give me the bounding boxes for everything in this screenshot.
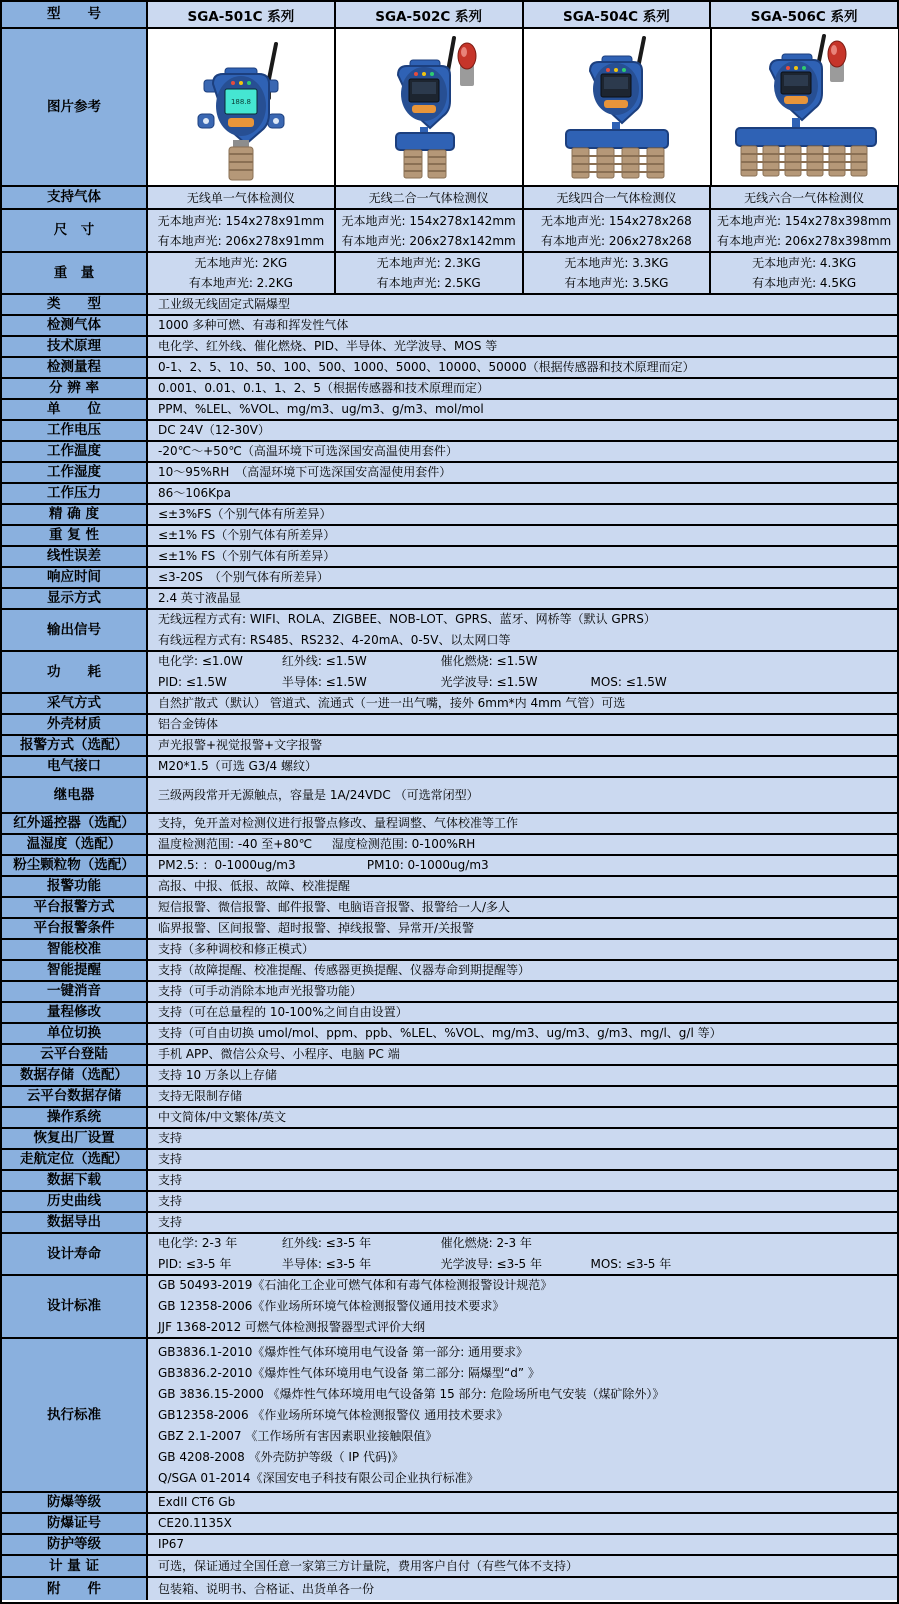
spec-row-data-storage xyxy=(2,1066,897,1087)
weight-with-alarm: 有本地声光: 4.5KG xyxy=(752,276,857,290)
spec-row-power-consumption xyxy=(2,652,897,694)
spec-row-technology xyxy=(2,337,897,358)
spec-row-pressure xyxy=(2,484,897,505)
spec-label: 红外遥控器（选配） xyxy=(2,814,148,833)
spec-label: 防爆等级 xyxy=(2,1493,148,1512)
spec-label: 附 件 xyxy=(2,1578,148,1600)
spec-value-line: Q/SGA 01-2014《深国安电子科技有限公司企业执行标准》 xyxy=(158,1470,479,1485)
spec-row-explosion-proof-grade xyxy=(2,1493,897,1514)
spec-label: 重 复 性 xyxy=(2,526,148,545)
spec-seg: 催化燃烧: ≤1.5W xyxy=(440,654,538,668)
spec-row-repeatability xyxy=(2,526,897,547)
spec-value: DC 24V（12-30V） xyxy=(158,423,270,437)
spec-row-history-curve xyxy=(2,1192,897,1213)
model-header-sga506c: SGA-506C 系列 xyxy=(711,2,897,27)
spec-seg: 半导体: ≤3-5 年 xyxy=(281,1257,372,1271)
spec-value-line: GB 50493-2019《石油化工企业可燃气体和有毒气体检测报警设计规范》 xyxy=(158,1278,553,1292)
spec-row-accessories xyxy=(2,1578,897,1600)
spec-value: 高报、中报、低报、故障、校准提醒 xyxy=(158,879,351,893)
spec-row-range xyxy=(2,358,897,379)
spec-value: ≤3-20S （个别气体有所差异） xyxy=(158,570,329,584)
spec-seg: 光学波导: ≤1.5W xyxy=(440,675,538,689)
spec-label: 防护等级 xyxy=(2,1535,148,1554)
size-row xyxy=(2,210,897,253)
spec-label: 数据导出 xyxy=(2,1213,148,1232)
spec-value: 0.001、0.01、0.1、1、2、5（根据传感器和技术原理而定） xyxy=(158,381,490,395)
size-with-alarm: 有本地声光: 206x278x142mm xyxy=(341,233,516,248)
spec-label: 报警方式（选配） xyxy=(2,736,148,755)
spec-label: 量程修改 xyxy=(2,1003,148,1022)
weight-no-alarm: 无本地声光: 2.3KG xyxy=(376,256,481,270)
spec-row-type xyxy=(2,295,897,316)
spec-row-mute-button xyxy=(2,982,897,1003)
spec-row-electrical-interface xyxy=(2,757,897,778)
spec-value: 临界报警、区间报警、超时报警、掉线报警、异常开/关报警 xyxy=(158,921,475,935)
spec-seg: MOS: ≤3-5 年 xyxy=(590,1257,672,1271)
spec-label: 平台报警方式 xyxy=(2,898,148,917)
spec-value: ≤±1% FS（个别气体有所差异） xyxy=(158,549,336,563)
spec-label: 数据下载 xyxy=(2,1171,148,1190)
model-header-sga502c: SGA-502C 系列 xyxy=(336,2,524,27)
spec-row-cloud-storage xyxy=(2,1087,897,1108)
spec-label: 工作温度 xyxy=(2,442,148,461)
spec-row-data-export xyxy=(2,1213,897,1234)
spec-label: 云平台数据存储 xyxy=(2,1087,148,1106)
spec-label: 检测量程 xyxy=(2,358,148,377)
spec-value: 支持 xyxy=(158,1152,183,1166)
spec-value-line: 有线远程方式有: RS485、RS232、4-20mA、0-5V、以太网口等 xyxy=(158,633,511,647)
svg-text:188.8: 188.8 xyxy=(230,98,252,106)
size-no-alarm: 无本地声光: 154x278x398mm xyxy=(717,213,892,228)
spec-label: 历史曲线 xyxy=(2,1192,148,1211)
size-no-alarm: 无本地声光: 154x278x268 xyxy=(540,213,692,228)
size-no-alarm: 无本地声光: 154x278x142mm xyxy=(341,213,516,228)
weight-no-alarm: 无本地声光: 3.3KG xyxy=(564,256,669,270)
spec-row-platform-alarm-mode xyxy=(2,898,897,919)
spec-value-line: GB 4208-2008 《外壳防护等级（ IP 代码)》 xyxy=(158,1449,404,1464)
gas-type-cell: 无线二合一气体检测仪 xyxy=(368,190,489,205)
spec-value: 工业级无线固定式隔爆型 xyxy=(158,297,291,311)
spec-value: 中文简体/中文繁体/英文 xyxy=(158,1110,287,1124)
spec-label: 计 量 证 xyxy=(2,1556,148,1576)
spec-value-line: GB3836.2-2010《爆炸性气体环境用电气设备 第二部分: 隔爆型“d” 》 xyxy=(158,1365,540,1380)
spec-value: 支持（多种调校和修正模式） xyxy=(158,942,315,956)
spec-value: ≤±1% FS（个别气体有所差异） xyxy=(158,528,336,542)
spec-value: IP67 xyxy=(158,1537,185,1551)
weight-label: 重 量 xyxy=(2,253,148,293)
spec-row-relay xyxy=(2,778,897,814)
spec-row-design-standards xyxy=(2,1276,897,1339)
spec-label: 操作系统 xyxy=(2,1108,148,1127)
spec-row-temp-humidity-option xyxy=(2,835,897,856)
spec-value: 电化学、红外线、催化燃烧、PID、半导体、光学波导、MOS 等 xyxy=(158,339,498,353)
spec-value: 支持（故障提醒、校准提醒、传感器更换提醒、仪器寿命到期提醒等） xyxy=(158,963,531,977)
spec-label: 继电器 xyxy=(2,778,148,812)
spec-seg: 催化燃烧: 2-3 年 xyxy=(440,1236,532,1250)
spec-seg: MOS: ≤1.5W xyxy=(590,675,667,689)
spec-value: M20*1.5（可选 G3/4 螺纹） xyxy=(158,759,317,773)
spec-value: 支持，免开盖对检测仪进行报警点修改、量程调整、气体校准等工作 xyxy=(158,816,519,830)
spec-value-line: GBZ 2.1-2007 《工作场所有害因素职业接触限值》 xyxy=(158,1428,438,1443)
size-with-alarm: 有本地声光: 206x278x91mm xyxy=(157,233,325,248)
spec-row-alarm-mode xyxy=(2,736,897,757)
size-with-alarm: 有本地声光: 206x278x398mm xyxy=(717,233,892,248)
spec-label: 恢复出厂设置 xyxy=(2,1129,148,1148)
spec-value: 包装箱、说明书、合格证、出货单各一份 xyxy=(158,1581,375,1596)
spec-row-platform-alarm-conditions xyxy=(2,919,897,940)
spec-label: 温湿度（选配） xyxy=(2,835,148,854)
spec-label: 工作湿度 xyxy=(2,463,148,482)
spec-row-os xyxy=(2,1108,897,1129)
size-with-alarm: 有本地声光: 206x278x268 xyxy=(540,233,692,248)
spec-value: 支持 xyxy=(158,1131,183,1145)
gas-type-cell: 无线四合一气体检测仪 xyxy=(556,190,677,205)
spec-label: 设计寿命 xyxy=(2,1234,148,1274)
spec-value: 短信报警、微信报警、邮件报警、电脑语音报警、报警给一人/多人 xyxy=(158,900,511,914)
spec-label: 技术原理 xyxy=(2,337,148,356)
spec-row-units xyxy=(2,400,897,421)
spec-seg: 光学波导: ≤3-5 年 xyxy=(440,1257,542,1271)
spec-seg: PM10: 0-1000ug/m3 xyxy=(366,858,489,872)
spec-value: 支持（可自由切换 umol/mol、ppm、ppb、%LEL、%VOL、mg/m3、ug/m3、g/m3、mg/l、g/l 等） xyxy=(158,1026,722,1040)
spec-label: 一键消音 xyxy=(2,982,148,1001)
spec-label: 电气接口 xyxy=(2,757,148,776)
spec-label: 粉尘颗粒物（选配） xyxy=(2,856,148,875)
spec-row-alarm-functions xyxy=(2,877,897,898)
spec-label: 执行标准 xyxy=(2,1339,148,1491)
spec-value: 支持（可在总量程的 10-100%之间自由设置） xyxy=(158,1005,408,1019)
size-label: 尺 寸 xyxy=(2,210,148,251)
spec-seg: PID: ≤3-5 年 xyxy=(158,1257,232,1271)
spec-value: 支持 xyxy=(158,1194,183,1208)
spec-value: 铝合金铸体 xyxy=(158,717,219,731)
device-image-sga-504c xyxy=(524,30,710,184)
spec-value: 2.4 英寸液晶显 xyxy=(158,591,241,605)
spec-row-sampling xyxy=(2,694,897,715)
spec-label: 采气方式 xyxy=(2,694,148,713)
spec-label: 工作电压 xyxy=(2,421,148,440)
spec-value: 支持 10 万条以上存储 xyxy=(158,1068,277,1082)
size-no-alarm: 无本地声光: 154x278x91mm xyxy=(157,213,325,228)
model-header-label: 型 号 xyxy=(2,2,148,27)
spec-value-line: JJF 1368-2012 可燃气体检测报警器型式评价大纲 xyxy=(158,1320,426,1334)
spec-value: 自然扩散式（默认） 管道式、流通式（一进一出气嘴，接外 6mm*内 4mm 气管）可选 xyxy=(158,696,626,710)
device-image-sga-501c xyxy=(148,30,334,184)
model-header-sga504c: SGA-504C 系列 xyxy=(524,2,712,27)
spec-label: 单位切换 xyxy=(2,1024,148,1043)
spec-value: 可选，保证通过全国任意一家第三方计量院，费用客户自付（有些气体不支持） xyxy=(158,1558,579,1573)
spec-label: 智能校准 xyxy=(2,940,148,959)
spec-label: 防爆证号 xyxy=(2,1514,148,1533)
spec-label: 检测气体 xyxy=(2,316,148,335)
supported-gas-row xyxy=(2,187,897,210)
weight-with-alarm: 有本地声光: 3.5KG xyxy=(564,276,669,290)
weight-row xyxy=(2,253,897,295)
spec-row-response-time xyxy=(2,568,897,589)
spec-row-navigation xyxy=(2,1150,897,1171)
spec-label: 设计标准 xyxy=(2,1276,148,1337)
spec-seg: PM2.5: ：0-1000ug/m3 xyxy=(158,858,296,872)
spec-value-line: GB 12358-2006《作业场所环境气体检测报警仪通用技术要求》 xyxy=(158,1299,505,1313)
spec-value: 支持 xyxy=(158,1173,183,1187)
spec-row-temperature xyxy=(2,442,897,463)
spec-label: 分 辨 率 xyxy=(2,379,148,398)
spec-value-line: GB12358-2006 《作业场所环境气体检测报警仪 通用技术要求》 xyxy=(158,1407,509,1422)
spec-row-data-download xyxy=(2,1171,897,1192)
spec-row-resolution xyxy=(2,379,897,400)
spec-row-cloud-login xyxy=(2,1045,897,1066)
spec-value: CE20.1135X xyxy=(158,1516,232,1530)
spec-value: 86～106Kpa xyxy=(158,486,232,500)
spec-row-smart-reminder xyxy=(2,961,897,982)
spec-value: 手机 APP、微信公众号、小程序、电脑 PC 端 xyxy=(158,1047,400,1061)
spec-seg: 湿度检测范围: 0-100%RH xyxy=(331,837,476,851)
spec-seg: 电化学: 2-3 年 xyxy=(158,1236,238,1250)
image-row-label: 图片参考 xyxy=(2,29,148,185)
spec-seg: 电化学: ≤1.0W xyxy=(158,654,243,668)
spec-row-ip-rating xyxy=(2,1535,897,1556)
spec-value: PPM、%LEL、%VOL、mg/m3、ug/m3、g/m3、mol/mol xyxy=(158,402,484,416)
spec-label: 工作压力 xyxy=(2,484,148,503)
spec-label: 外壳材质 xyxy=(2,715,148,734)
supported-gas-label: 支持气体 xyxy=(2,187,148,208)
spec-seg: 温度检测范围: -40 至+80℃ xyxy=(158,837,313,851)
spec-value: 支持 xyxy=(158,1215,183,1229)
spec-value: 1000 多种可燃、有毒和挥发性气体 xyxy=(158,318,349,332)
spec-label: 类 型 xyxy=(2,295,148,314)
spec-seg: 红外线: ≤3-5 年 xyxy=(281,1236,372,1250)
spec-value-line: GB3836.1-2010《爆炸性气体环境用电气设备 第一部分: 通用要求》 xyxy=(158,1344,529,1359)
spec-label: 走航定位（选配） xyxy=(2,1150,148,1169)
spec-label: 报警功能 xyxy=(2,877,148,896)
spec-row-unit-switch xyxy=(2,1024,897,1045)
spec-value: -20℃～+50℃（高温环境下可选深国安高温使用套件） xyxy=(158,444,458,458)
image-reference-row xyxy=(2,29,897,187)
spec-row-output-signal xyxy=(2,610,897,652)
spec-label: 精 确 度 xyxy=(2,505,148,524)
spec-row-metering-cert xyxy=(2,1556,897,1578)
spec-row-detected-gases xyxy=(2,316,897,337)
spec-seg: PID: ≤1.5W xyxy=(158,675,227,689)
spec-label: 平台报警条件 xyxy=(2,919,148,938)
spec-value-line: 无线远程方式有: WIFI、ROLA、ZIGBEE、NOB-LOT、GPRS、蓝牙、网桥等（默认 GPRS） xyxy=(158,612,656,626)
spec-row-humidity xyxy=(2,463,897,484)
spec-row-execution-standards xyxy=(2,1339,897,1493)
weight-no-alarm: 无本地声光: 4.3KG xyxy=(752,256,857,270)
spec-row-display xyxy=(2,589,897,610)
spec-value: 支持无限制存储 xyxy=(158,1089,243,1103)
spec-value: 支持（可手动消除本地声光报警功能） xyxy=(158,984,363,998)
spec-row-linearity xyxy=(2,547,897,568)
spec-label: 单 位 xyxy=(2,400,148,419)
spec-value: 0-1、2、5、10、50、100、500、1000、5000、10000、50000（根据传感器和技术原理而定） xyxy=(158,360,695,374)
spec-row-housing xyxy=(2,715,897,736)
spec-label: 数据存储（选配） xyxy=(2,1066,148,1085)
spec-row-smart-calibration xyxy=(2,940,897,961)
spec-seg: 红外线: ≤1.5W xyxy=(281,654,367,668)
spec-value: ≤±3%FS（个别气体有所差异） xyxy=(158,507,332,521)
spec-label: 显示方式 xyxy=(2,589,148,608)
spec-label: 云平台登陆 xyxy=(2,1045,148,1064)
header-row xyxy=(2,2,897,29)
spec-label: 线性误差 xyxy=(2,547,148,566)
spec-value: 10～95%RH （高湿环境下可选深国安高湿使用套件） xyxy=(158,465,452,479)
model-header-sga501c: SGA-501C 系列 xyxy=(148,2,336,27)
device-image-sga-506c xyxy=(712,30,898,184)
spec-value: 声光报警+视觉报警+文字报警 xyxy=(158,738,323,752)
spec-seg: 半导体: ≤1.5W xyxy=(281,675,367,689)
gas-type-cell: 无线单一气体检测仪 xyxy=(186,190,295,205)
spec-row-factory-reset xyxy=(2,1129,897,1150)
weight-with-alarm: 有本地声光: 2.2KG xyxy=(188,276,293,290)
spec-value: ExdII CT6 Gb xyxy=(158,1495,236,1509)
spec-label: 功 耗 xyxy=(2,652,148,692)
spec-row-explosion-proof-cert xyxy=(2,1514,897,1535)
spec-label: 输出信号 xyxy=(2,610,148,650)
gas-type-cell: 无线六合一气体检测仪 xyxy=(744,190,865,205)
spec-row-accuracy xyxy=(2,505,897,526)
weight-no-alarm: 无本地声光: 2KG xyxy=(194,256,288,270)
spec-label: 智能提醒 xyxy=(2,961,148,980)
spec-row-design-life xyxy=(2,1234,897,1276)
spec-value: 三级两段常开无源触点，容量是 1A/24VDC （可选常闭型） xyxy=(158,787,479,802)
weight-with-alarm: 有本地声光: 2.5KG xyxy=(376,276,481,290)
spec-row-range-modify xyxy=(2,1003,897,1024)
spec-row-dust-option xyxy=(2,856,897,877)
spec-row-ir-remote xyxy=(2,814,897,835)
spec-row-voltage xyxy=(2,421,897,442)
spec-label: 响应时间 xyxy=(2,568,148,587)
spec-value-line: GB 3836.15-2000 《爆炸性气体环境用电气设备第 15 部分: 危险场所电气安装（煤矿除外）》 xyxy=(158,1386,665,1401)
device-image-sga-502c xyxy=(336,30,522,184)
